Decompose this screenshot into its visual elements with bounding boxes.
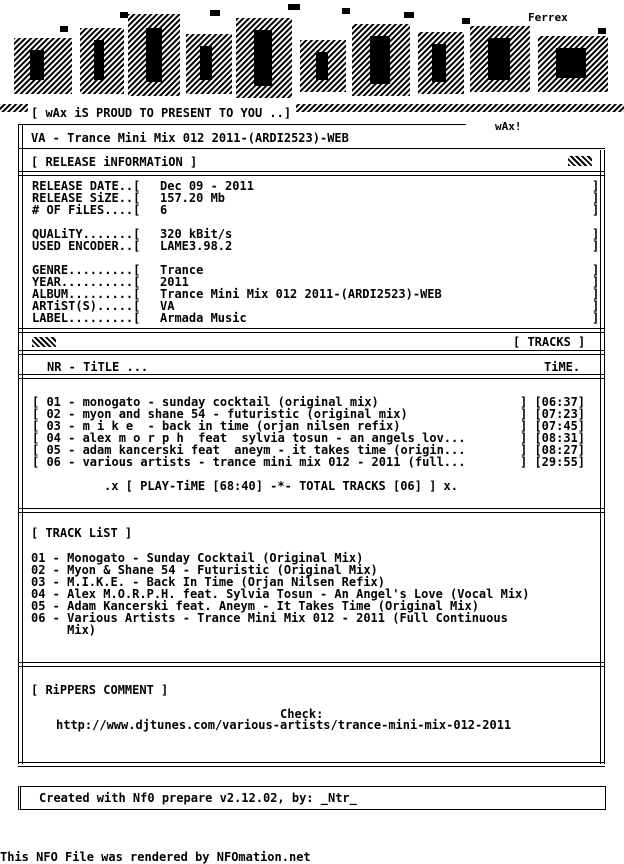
ascii-art-banner: [0, 0, 624, 112]
track-list-item: 06 - Various Artists - Trance Mini Mix 012 - 2011 (Full Continuous: [31, 611, 508, 625]
release-info-heading: [ RELEASE iNFORMATiON ]: [31, 155, 198, 169]
info-label: USED ENCODER..[: [32, 239, 141, 253]
info-bracket: ]: [592, 179, 600, 193]
frame-bottom-rule: [18, 762, 605, 767]
title-bottom-rule: [18, 148, 605, 149]
artist-credit-mid: wAx!: [495, 120, 522, 133]
info-bracket: ]: [592, 263, 600, 277]
info-bracket: ]: [592, 275, 600, 289]
info-label: RELEASE DATE..[: [32, 179, 141, 193]
frame-left-outer: [18, 124, 19, 764]
info-value: Dec 09 - 2011: [160, 179, 254, 193]
info-bracket: ]: [592, 287, 600, 301]
created-with-credit: Created with Nf0 prepare v2.12.02, by: _Ntr_: [39, 791, 357, 805]
tracks-column-nr-title: NR - TiTLE ...: [47, 360, 149, 374]
info-bracket: ]: [592, 191, 600, 205]
frame-left-inner: [22, 124, 23, 764]
info-value: VA: [160, 299, 175, 313]
hatch-decoration: [32, 337, 56, 347]
track-row-title: [ 02 - myon and shane 54 - futuristic (original mix): [32, 407, 408, 421]
info-value: 157.20 Mb: [160, 191, 226, 205]
info-bracket: ]: [592, 203, 600, 217]
info-value: 320 kBit/s: [160, 227, 233, 241]
info-value: 2011: [160, 275, 189, 289]
playtime-summary: .x [ PLAY-TiME [68:40] -*- TOTAL TRACKS [06] ] x.: [104, 479, 459, 493]
tracks-column-time: TiME.: [544, 360, 581, 374]
info-bracket: ]: [592, 239, 600, 253]
track-row-time: ] [08:27]: [520, 443, 586, 457]
track-list-item: 01 - Monogato - Sunday Cocktail (Original Mix): [31, 551, 364, 565]
info-bracket: ]: [592, 299, 600, 313]
track-row-title: [ 05 - adam kancerski feat aneym - it takes time (origin...: [32, 443, 466, 457]
comment-top-rule: [18, 662, 605, 667]
track-list-item: 05 - Adam Kancerski feat. Aneym - It Takes Time (Original Mix): [31, 599, 479, 613]
track-row-title: [ 01 - monogato - sunday cocktail (original mix): [32, 395, 379, 409]
tracks-header-rule: [18, 350, 605, 355]
track-list-item: 04 - Alex M.O.R.P.H. feat. Sylvia Tosun - An Angel's Love (Vocal Mix): [31, 587, 530, 601]
info-label: RELEASE SiZE..[: [32, 191, 141, 205]
track-row-title: [ 06 - various artists - trance mini mix 012 - 2011 (full...: [32, 455, 466, 469]
info-label: # OF FiLES....[: [32, 203, 141, 217]
info-bracket: ]: [592, 227, 600, 241]
rendered-by-note: This NFO File was rendered by NFOmation.net: [0, 850, 311, 864]
info-label: ARTiST(S).....[: [32, 299, 141, 313]
frame-right-outer: [600, 150, 601, 764]
info-label: GENRE.........[: [32, 263, 141, 277]
track-row-time: ] [29:55]: [520, 455, 586, 469]
info-bracket: ]: [592, 311, 600, 325]
track-row-title: [ 03 - m i k e - back in time (orjan nilsen refix): [32, 419, 401, 433]
artist-credit-top: Ferrex: [528, 11, 568, 24]
info-label: YEAR..........[: [32, 275, 141, 289]
track-list-item: 02 - Myon & Shane 54 - Futuristic (Original Mix): [31, 563, 378, 577]
track-row-time: ] [06:37]: [520, 395, 586, 409]
release-title: VA - Trance Mini Mix 012 2011-(ARDI2523)-WEB: [31, 131, 349, 145]
tracklist-top-rule: [18, 508, 605, 513]
info-value: LAME3.98.2: [160, 239, 233, 253]
frame-right-inner: [604, 150, 605, 764]
comment-url-link[interactable]: http://www.djtunes.com/various-artists/trance-mini-mix-012-2011: [56, 718, 512, 732]
comment-check-label: Check:: [280, 707, 324, 721]
tracks-heading: [ TRACKS ]: [513, 335, 586, 349]
track-row-time: ] [07:45]: [520, 419, 586, 433]
title-top-rule: [18, 124, 466, 125]
info-top-rule: [18, 171, 605, 176]
info-value: Trance: [160, 263, 204, 277]
track-row-time: ] [07:23]: [520, 407, 586, 421]
info-label: QUALiTY.......[: [32, 227, 141, 241]
info-value: Trance Mini Mix 012 2011-(ARDI2523)-WEB: [160, 287, 442, 301]
track-list-item: Mix): [31, 623, 97, 637]
rippers-comment-heading: [ RiPPERS COMMENT ]: [31, 683, 169, 697]
info-label: ALBUM.........[: [32, 287, 141, 301]
hatch-decoration: [568, 156, 592, 166]
tagline: [ wAx iS PROUD TO PRESENT TO YOU ..]: [31, 106, 292, 120]
track-row-title: [ 04 - alex m o r p h feat sylvia tosun - an angels lov...: [32, 431, 466, 445]
track-list-heading: [ TRACK LiST ]: [31, 526, 133, 540]
tracks-list-rule: [18, 374, 605, 379]
tracks-top-rule: [18, 328, 605, 333]
track-list-item: 03 - M.I.K.E. - Back In Time (Orjan Nilsen Refix): [31, 575, 386, 589]
info-value: Armada Music: [160, 311, 247, 325]
track-row-time: ] [08:31]: [520, 431, 586, 445]
info-label: LABEL.........[: [32, 311, 141, 325]
info-value: 6: [160, 203, 168, 217]
